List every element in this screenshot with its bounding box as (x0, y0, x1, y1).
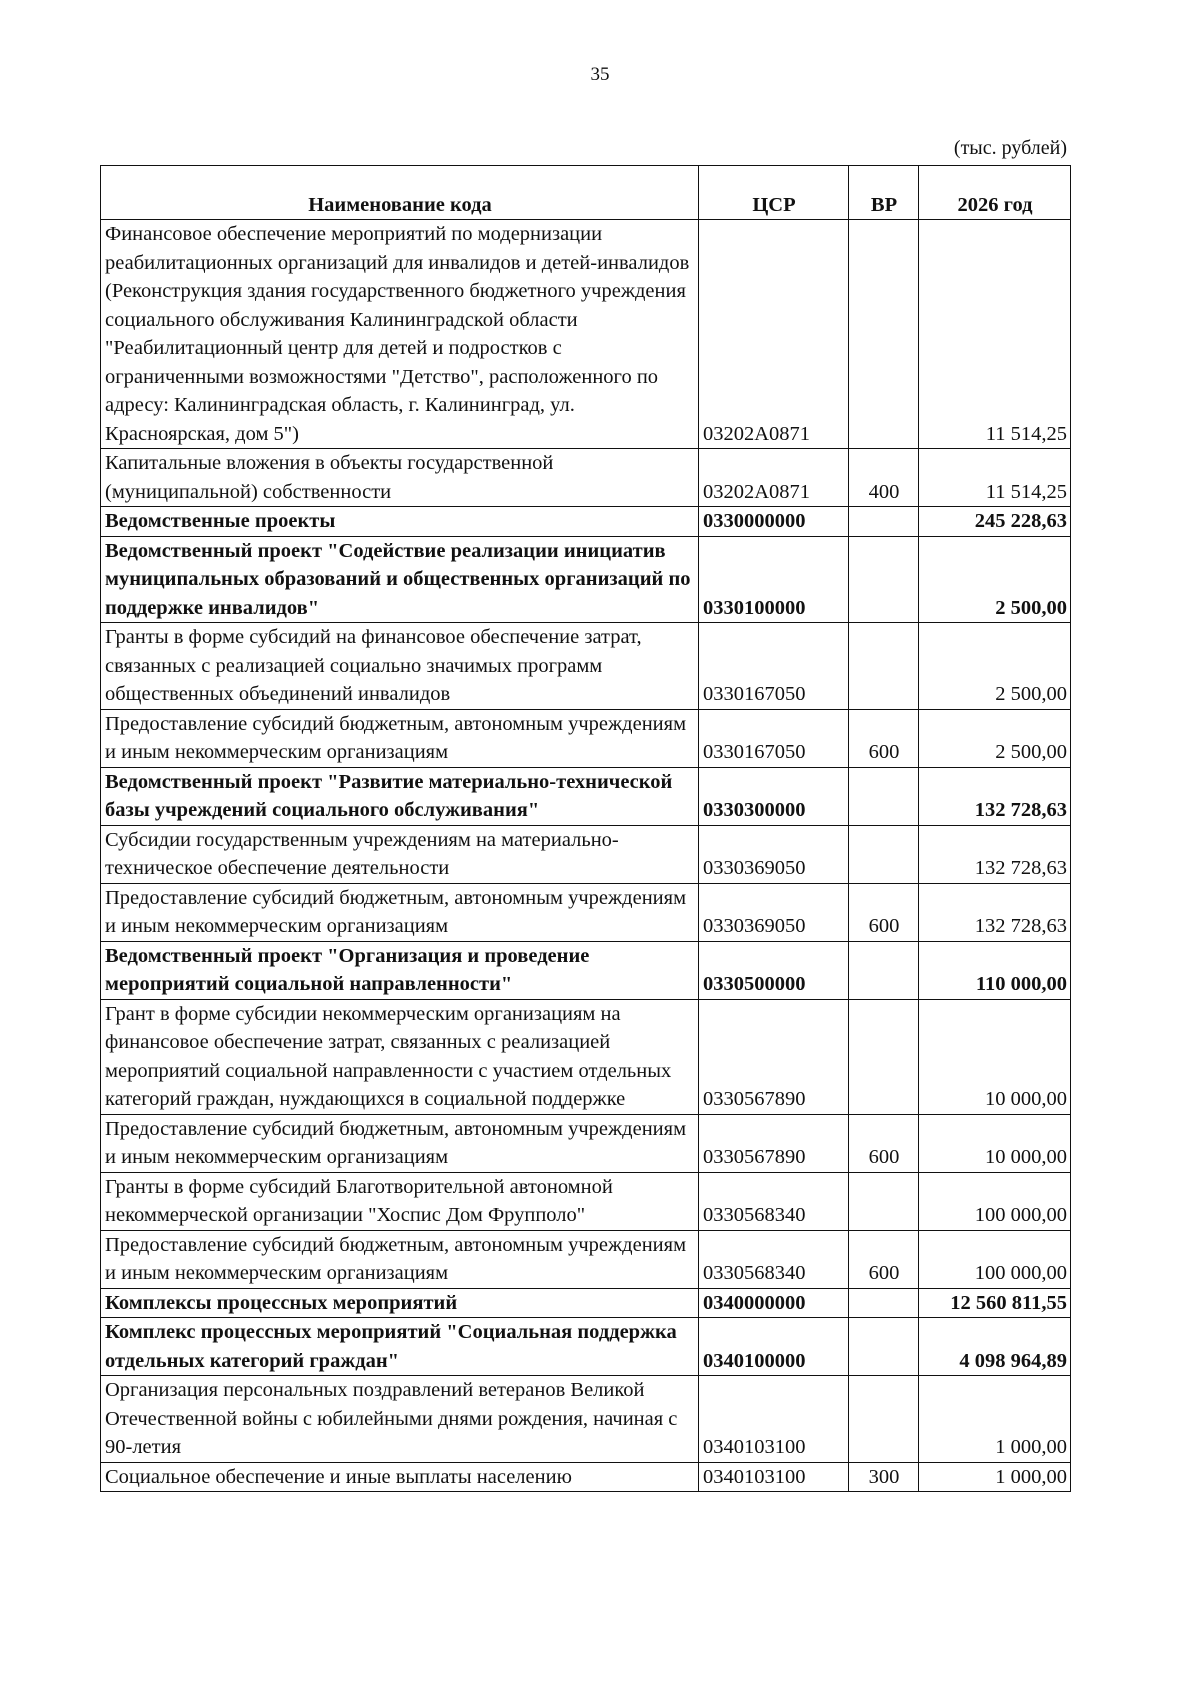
row-name: Организация персональных поздравлений ветеранов Великой Отечественной войны с юбилейными днями рождения, начиная с 90-летия (101, 1376, 699, 1463)
row-csr: 0330567890 (699, 999, 849, 1114)
row-name: Ведомственный проект "Содействие реализации инициатив муниципальных образований и общественных организаций по поддержке инвалидов" (101, 536, 699, 623)
row-vr (849, 220, 919, 449)
header-year: 2026 год (919, 166, 1071, 220)
row-name: Предоставление субсидий бюджетным, автономным учреждениям и иным некоммерческим организациям (101, 709, 699, 767)
row-amount: 1 000,00 (919, 1376, 1071, 1463)
table-row (101, 767, 1071, 825)
row-csr: 0340000000 (699, 1288, 849, 1318)
row-vr: 400 (849, 449, 919, 507)
row-csr: 0330100000 (699, 536, 849, 623)
header-csr: ЦСР (699, 166, 849, 220)
table-row (101, 623, 1071, 710)
row-vr: 600 (849, 883, 919, 941)
row-vr (849, 825, 919, 883)
row-name: Социальное обеспечение и иные выплаты населению (101, 1462, 699, 1492)
row-vr (849, 1172, 919, 1230)
table-row (101, 1462, 1071, 1492)
table-row (101, 1114, 1071, 1172)
row-csr: 0330500000 (699, 941, 849, 999)
row-csr: 0330567890 (699, 1114, 849, 1172)
table-row (101, 220, 1071, 449)
table-row (101, 1318, 1071, 1376)
row-name: Ведомственный проект "Организация и проведение мероприятий социальной направленности" (101, 941, 699, 999)
row-name: Ведомственный проект "Развитие материально-технической базы учреждений социального обслуживания" (101, 767, 699, 825)
row-amount: 2 500,00 (919, 623, 1071, 710)
row-amount: 100 000,00 (919, 1230, 1071, 1288)
row-vr: 600 (849, 1230, 919, 1288)
row-name: Предоставление субсидий бюджетным, автономным учреждениям и иным некоммерческим организациям (101, 883, 699, 941)
page-number: 35 (590, 64, 610, 85)
budget-table (100, 165, 1071, 1492)
table-row (101, 999, 1071, 1114)
row-csr: 0330167050 (699, 709, 849, 767)
row-amount: 132 728,63 (919, 825, 1071, 883)
row-amount: 12 560 811,55 (919, 1288, 1071, 1318)
row-name: Комплекс процессных мероприятий "Социальная поддержка отдельных категорий граждан" (101, 1318, 699, 1376)
row-name: Субсидии государственным учреждениям на материально-техническое обеспечение деятельности (101, 825, 699, 883)
table-row (101, 883, 1071, 941)
row-amount: 10 000,00 (919, 1114, 1071, 1172)
row-csr: 0330369050 (699, 825, 849, 883)
table-row (101, 1172, 1071, 1230)
row-csr: 0340100000 (699, 1318, 849, 1376)
row-amount: 1 000,00 (919, 1462, 1071, 1492)
table-row (101, 507, 1071, 537)
table-body (101, 220, 1071, 1492)
row-amount: 4 098 964,89 (919, 1318, 1071, 1376)
row-amount: 11 514,25 (919, 449, 1071, 507)
row-vr (849, 767, 919, 825)
row-amount: 10 000,00 (919, 999, 1071, 1114)
row-vr (849, 1376, 919, 1463)
row-vr (849, 536, 919, 623)
row-amount: 11 514,25 (919, 220, 1071, 449)
row-name: Финансовое обеспечение мероприятий по модернизации реабилитационных организаций для инвалидов и детей-инвалидов (Реконструкция здания государственного бюджетного учреждения социального обслуживания Калининградской области "Реабилитационный центр для детей и подростков с ограниченными возможностями "Детство", расположенного по адресу: Калининградская область, г. Калининград, ул. Красноярская, дом 5") (101, 220, 699, 449)
row-amount: 100 000,00 (919, 1172, 1071, 1230)
row-vr (849, 507, 919, 537)
row-name: Ведомственные проекты (101, 507, 699, 537)
row-csr: 0330300000 (699, 767, 849, 825)
row-amount: 110 000,00 (919, 941, 1071, 999)
header-name: Наименование кода (101, 166, 699, 220)
table-row (101, 941, 1071, 999)
row-name: Грант в форме субсидии некоммерческим организациям на финансовое обеспечение затрат, связанных с реализацией мероприятий социальной направленности с участием отдельных категорий граждан, нуждающихся в социальной поддержке (101, 999, 699, 1114)
table-row (101, 449, 1071, 507)
row-amount: 132 728,63 (919, 767, 1071, 825)
header-vr: ВР (849, 166, 919, 220)
row-vr (849, 623, 919, 710)
row-vr (849, 999, 919, 1114)
row-csr: 0330568340 (699, 1230, 849, 1288)
table-row (101, 825, 1071, 883)
row-csr: 0330369050 (699, 883, 849, 941)
row-name: Капитальные вложения в объекты государственной (муниципальной) собственности (101, 449, 699, 507)
row-csr: 03202А0871 (699, 220, 849, 449)
row-csr: 0330167050 (699, 623, 849, 710)
row-amount: 2 500,00 (919, 709, 1071, 767)
table-row (101, 1376, 1071, 1463)
table-row (101, 709, 1071, 767)
row-name: Предоставление субсидий бюджетным, автономным учреждениям и иным некоммерческим организациям (101, 1114, 699, 1172)
row-vr (849, 941, 919, 999)
row-csr: 03202А0871 (699, 449, 849, 507)
table-header-row (101, 166, 1071, 220)
row-vr: 600 (849, 1114, 919, 1172)
row-amount: 132 728,63 (919, 883, 1071, 941)
row-csr: 0340103100 (699, 1376, 849, 1463)
row-name: Предоставление субсидий бюджетным, автономным учреждениям и иным некоммерческим организациям (101, 1230, 699, 1288)
row-name: Комплексы процессных мероприятий (101, 1288, 699, 1318)
table-row (101, 1230, 1071, 1288)
row-csr: 0330568340 (699, 1172, 849, 1230)
row-name: Гранты в форме субсидий Благотворительной автономной некоммерческой организации "Хоспис Дом Фрупполо" (101, 1172, 699, 1230)
row-vr (849, 1318, 919, 1376)
table-row (101, 1288, 1071, 1318)
row-csr: 0340103100 (699, 1462, 849, 1492)
table-row (101, 536, 1071, 623)
row-amount: 245 228,63 (919, 507, 1071, 537)
row-vr (849, 1288, 919, 1318)
row-vr: 600 (849, 709, 919, 767)
row-vr: 300 (849, 1462, 919, 1492)
row-amount: 2 500,00 (919, 536, 1071, 623)
units-label: (тыс. рублей) (953, 137, 1067, 159)
row-csr: 0330000000 (699, 507, 849, 537)
row-name: Гранты в форме субсидий на финансовое обеспечение затрат, связанных с реализацией социально значимых программ общественных объединений инвалидов (101, 623, 699, 710)
